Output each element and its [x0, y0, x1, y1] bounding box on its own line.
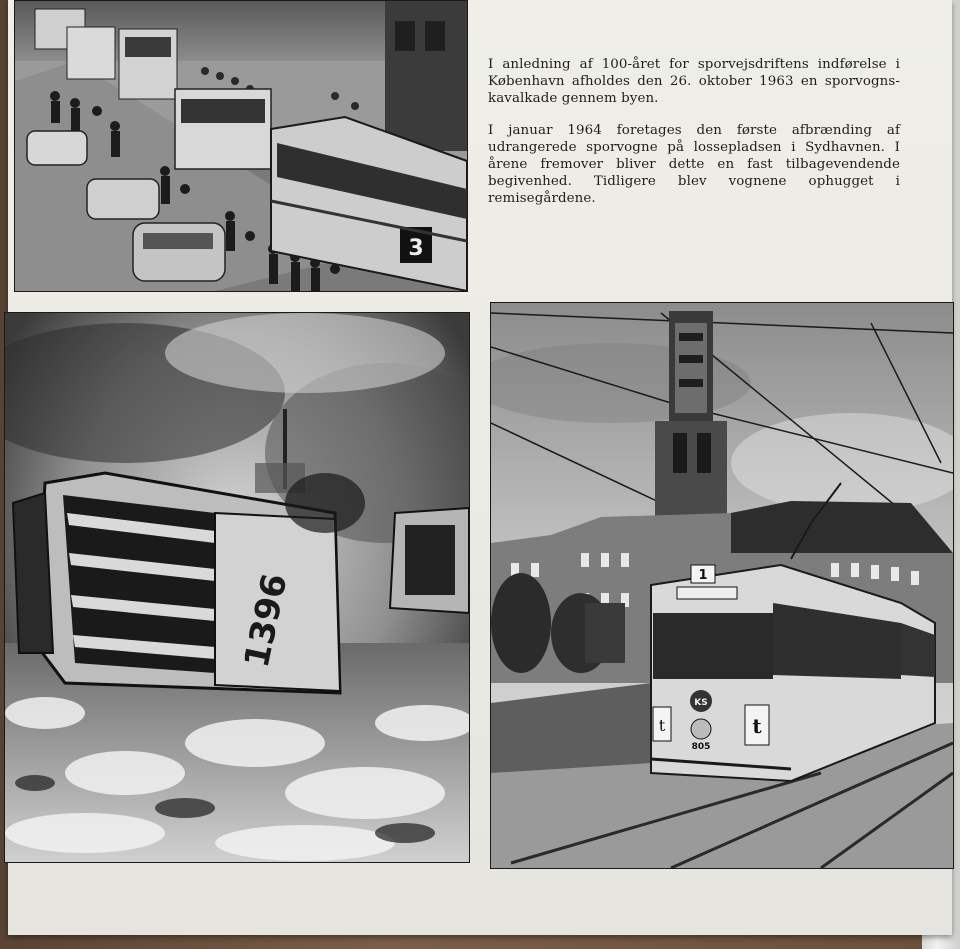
tram-badge: KS — [694, 698, 708, 708]
tram-fleet-number: 805 — [691, 742, 711, 752]
photo-burning-tram — [4, 312, 470, 863]
caption-paragraph-2: I januar 1964 foretages den første afbrænding af udrangerede sporvogne på lossepladsen i Sydhavnen. I årene fremover bliver dette en fast tilbagevendende begivenhed. Tidligere blev vognene ophugget i remisegårdene. — [488, 122, 900, 207]
tram-sign-right: t — [752, 714, 762, 738]
tram-route-number: 1 — [698, 568, 708, 583]
photo-modern-tram — [490, 302, 954, 869]
photo-tram-parade — [14, 0, 468, 292]
caption-text — [488, 56, 900, 222]
caption-paragraph-1: I anledning af 100-året for sporvejsdriftens indførelse i København afholdes den 26. oktober 1963 en sporvogns-kavalkade gennem byen. — [488, 57, 900, 107]
tram-sign-left: t — [658, 716, 666, 735]
parade-tram-number: 3 — [408, 236, 424, 261]
burning-tram-number: 1396 — [236, 570, 296, 672]
